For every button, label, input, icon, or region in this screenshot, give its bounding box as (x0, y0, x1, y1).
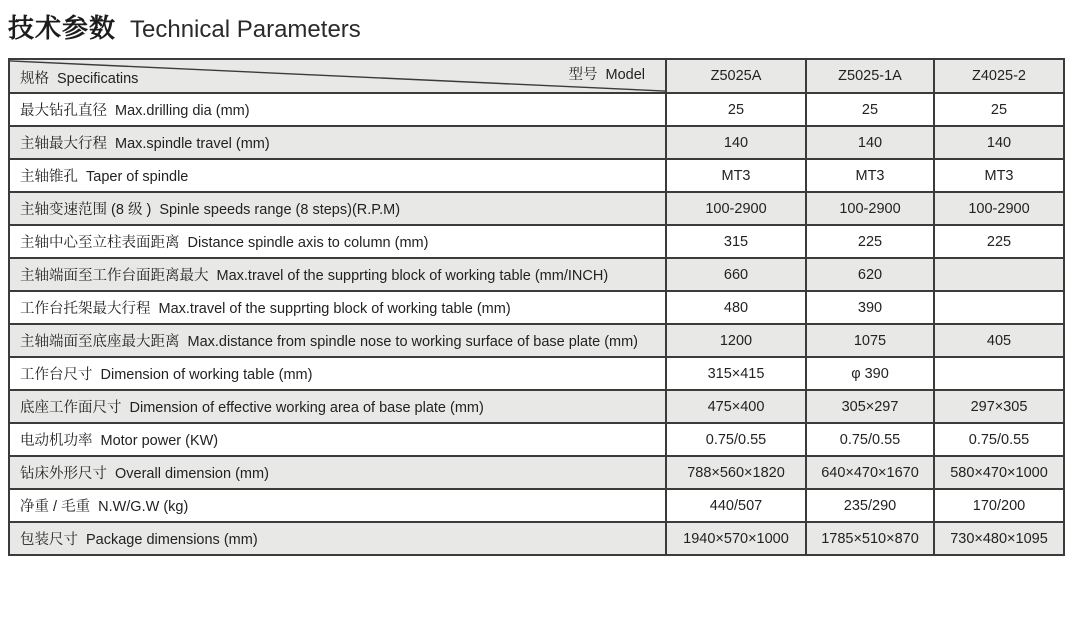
row-label-en: Taper of spindle (86, 169, 189, 185)
table-row (9, 258, 1064, 291)
table-row (9, 390, 1064, 423)
model-column-header-2: Z5025-1A (806, 59, 934, 93)
row-label-zh: 工作台托架最大行程 (20, 301, 151, 317)
row-value: 440/507 (666, 489, 806, 522)
row-label-en: Dimension of effective working area of base plate (mm) (129, 400, 484, 416)
row-label-en: Max.distance from spindle nose to working surface of base plate (mm) (187, 334, 639, 350)
row-value: 25 (806, 93, 934, 126)
row-value: 315×415 (666, 357, 806, 390)
row-value: MT3 (666, 159, 806, 192)
row-value (934, 291, 1064, 324)
row-label-zh: 包装尺寸 (20, 532, 78, 548)
row-label-cell (9, 522, 666, 555)
row-value: MT3 (806, 159, 934, 192)
row-label-zh: 钻床外形尺寸 (20, 466, 107, 482)
row-value: 730×480×1095 (934, 522, 1064, 555)
row-value: 640×470×1670 (806, 456, 934, 489)
row-value: 170/200 (934, 489, 1064, 522)
parameters-table (8, 58, 1065, 556)
row-label-en: Max.spindle travel (mm) (115, 136, 270, 152)
table-row (9, 126, 1064, 159)
table-row (9, 159, 1064, 192)
row-value: 1785×510×870 (806, 522, 934, 555)
row-value: 0.75/0.55 (666, 423, 806, 456)
row-label-zh: 主轴端面至底座最大距离 (20, 334, 180, 350)
row-label-cell (9, 225, 666, 258)
row-value: 100-2900 (666, 192, 806, 225)
row-value: 100-2900 (934, 192, 1064, 225)
row-label-en: Max.drilling dia (mm) (115, 103, 250, 119)
row-label-cell (9, 357, 666, 390)
row-value: φ 390 (806, 357, 934, 390)
row-label-cell (9, 258, 666, 291)
row-value: 235/290 (806, 489, 934, 522)
row-label-cell (9, 93, 666, 126)
row-value: 788×560×1820 (666, 456, 806, 489)
table-body (9, 93, 1064, 555)
page-title-zh: 技术参数 (8, 13, 117, 43)
row-label-zh: 净重 / 毛重 (20, 499, 91, 515)
row-label-zh: 主轴最大行程 (20, 136, 107, 152)
spec-header-label-en: Specificatins (57, 71, 139, 87)
row-label-cell (9, 489, 666, 522)
row-label-zh: 电动机功率 (20, 433, 93, 449)
row-value: 660 (666, 258, 806, 291)
row-label-cell (9, 456, 666, 489)
table-row (9, 324, 1064, 357)
row-value: 100-2900 (806, 192, 934, 225)
row-value: 1940×570×1000 (666, 522, 806, 555)
row-value: 0.75/0.55 (806, 423, 934, 456)
table-row (9, 423, 1064, 456)
row-value: 390 (806, 291, 934, 324)
row-label-cell (9, 126, 666, 159)
table-row (9, 225, 1064, 258)
header-spec-model-cell (9, 59, 666, 93)
row-label-en: Spinle speeds range (8 steps)(R.P.M) (159, 202, 401, 218)
row-label-en: Dimension of working table (mm) (100, 367, 313, 383)
page-title-en: Technical Parameters (130, 16, 361, 43)
model-header-label-zh: 型号 (568, 67, 598, 83)
row-value: 305×297 (806, 390, 934, 423)
row-label-zh: 主轴变速范围 (8 级 ) (20, 202, 152, 218)
model-column-header-3: Z4025-2 (934, 59, 1064, 93)
row-value: 297×305 (934, 390, 1064, 423)
row-value: 25 (934, 93, 1064, 126)
model-column-header-1: Z5025A (666, 59, 806, 93)
row-value: 620 (806, 258, 934, 291)
row-label-en: Max.travel of the supprting block of working table (mm) (158, 301, 511, 317)
row-label-zh: 工作台尺寸 (20, 367, 93, 383)
row-label-zh: 底座工作面尺寸 (20, 400, 122, 416)
row-label-en: N.W/G.W (kg) (98, 499, 189, 515)
row-label-en: Overall dimension (mm) (115, 466, 269, 482)
row-label-en: Motor power (KW) (100, 433, 219, 449)
table-row (9, 357, 1064, 390)
row-label-cell (9, 291, 666, 324)
row-value: 0.75/0.55 (934, 423, 1064, 456)
row-value: 480 (666, 291, 806, 324)
row-label-cell (9, 324, 666, 357)
row-value: 315 (666, 225, 806, 258)
spec-header-label-zh: 规格 (20, 71, 49, 87)
table-row (9, 93, 1064, 126)
row-value: 580×470×1000 (934, 456, 1064, 489)
row-value: 1200 (666, 324, 806, 357)
row-value (934, 357, 1064, 390)
row-label-zh: 主轴锥孔 (20, 169, 78, 185)
row-value: 225 (934, 225, 1064, 258)
row-label-en: Distance spindle axis to column (mm) (187, 235, 429, 251)
spec-header-label (20, 67, 138, 88)
header-row (9, 59, 1064, 93)
row-label-en: Max.travel of the supprting block of working table (mm/INCH) (216, 268, 609, 284)
row-value: 405 (934, 324, 1064, 357)
row-value: 475×400 (666, 390, 806, 423)
table-row (9, 291, 1064, 324)
row-label-cell (9, 390, 666, 423)
row-value: 140 (666, 126, 806, 159)
model-header-label-en: Model (605, 67, 645, 83)
row-value (934, 258, 1064, 291)
row-label-zh: 最大钻孔直径 (20, 103, 107, 119)
table-row (9, 489, 1064, 522)
row-value: MT3 (934, 159, 1064, 192)
row-value: 140 (806, 126, 934, 159)
table-row (9, 456, 1064, 489)
row-label-zh: 主轴中心至立柱表面距离 (20, 235, 180, 251)
row-value: 225 (806, 225, 934, 258)
row-value: 1075 (806, 324, 934, 357)
table-row (9, 192, 1064, 225)
row-value: 25 (666, 93, 806, 126)
row-label-cell (9, 192, 666, 225)
model-header-label (569, 63, 646, 84)
table-row (9, 522, 1064, 555)
row-value: 140 (934, 126, 1064, 159)
row-label-zh: 主轴端面至工作台面距离最大 (20, 268, 209, 284)
row-label-en: Package dimensions (mm) (86, 532, 258, 548)
page-title (8, 8, 1067, 45)
row-label-cell (9, 423, 666, 456)
row-label-cell (9, 159, 666, 192)
